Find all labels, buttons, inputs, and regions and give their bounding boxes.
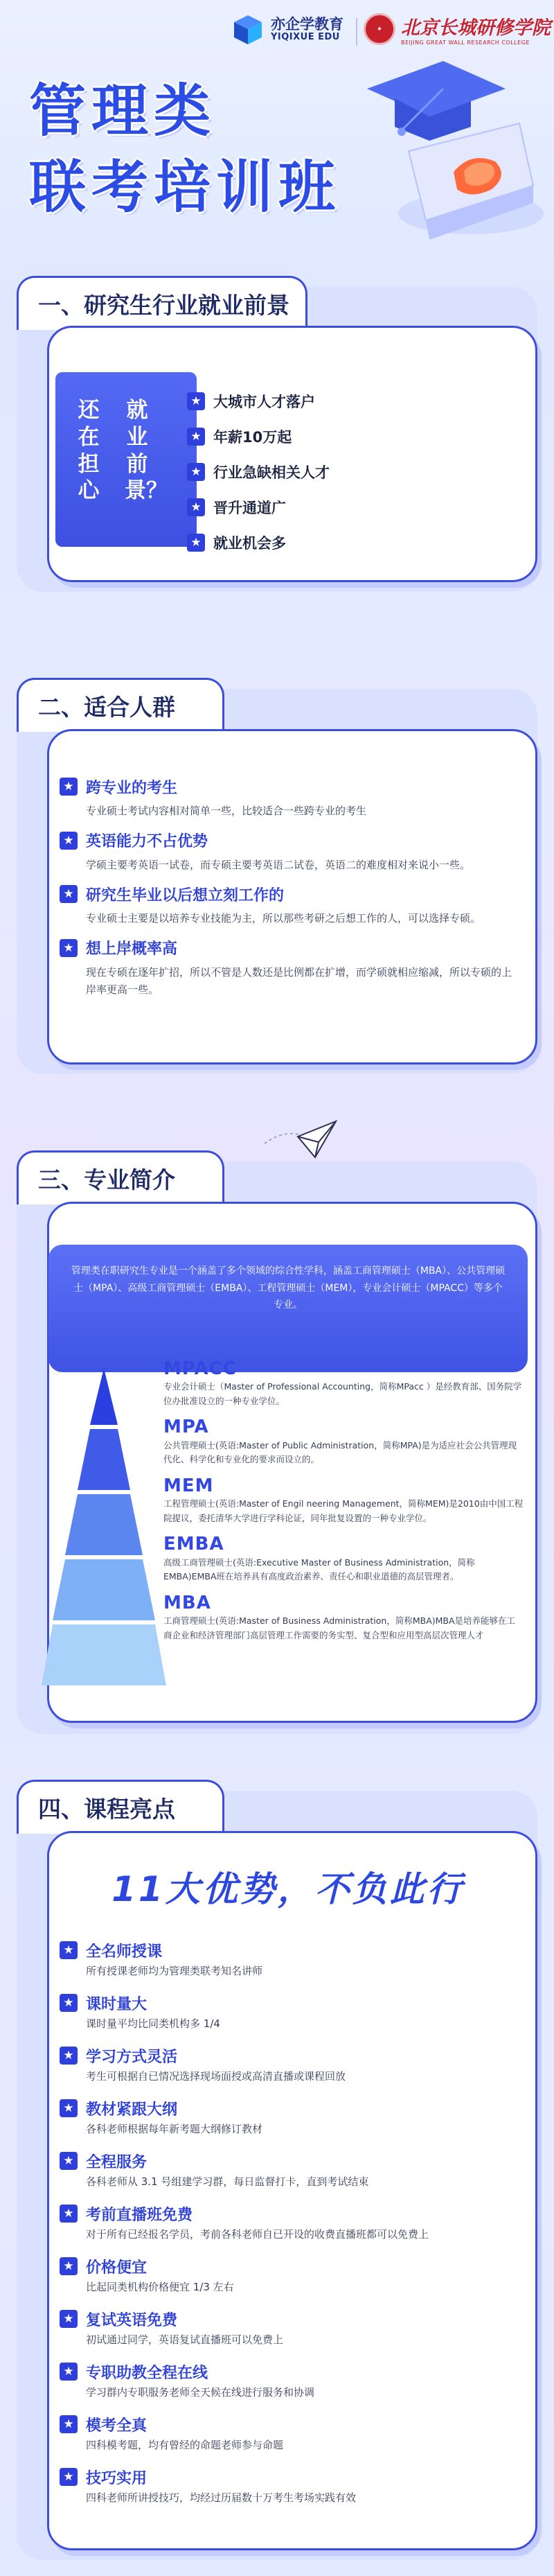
list-item — [163, 1534, 524, 1584]
star-icon: ★ — [60, 2468, 78, 2486]
list-item: ★ 学习方式灵活 考生可根据自已情况选择现场面授或高清直播或课程回放 — [60, 2046, 517, 2084]
prospect-list — [187, 392, 499, 569]
star-icon: ★ — [60, 885, 78, 903]
major-name: MEM — [163, 1475, 214, 1496]
worry-text-col1: 还在担心 — [78, 398, 100, 504]
star-icon: ★ — [60, 2205, 78, 2223]
college-seal-icon: ✦ — [364, 13, 395, 45]
brand-logo-yiqixue — [232, 14, 343, 46]
star-icon: ★ — [60, 939, 78, 957]
logo-divider — [356, 18, 357, 46]
list-item: ★ 跨专业的考生 专业硕士考试内容相对简单一些，比较适合一些跨专业的考生 — [60, 776, 517, 821]
list-item: ★ 就业机会多 — [187, 534, 499, 552]
major-name: EMBA — [163, 1534, 224, 1555]
advantages-title: 11大优势，不负此行 — [111, 1869, 465, 1909]
list-item: ★ 技巧实用 四科老师所讲授技巧，均经过历届数十万考生考场实践有效 — [60, 2467, 517, 2505]
list-item: ★ 价格便宜 比起同类机构价格便宜 1/3 左右 — [60, 2257, 517, 2295]
star-icon: ★ — [60, 2047, 78, 2065]
brand1-name: 亦企学教育 — [271, 16, 343, 33]
section1-heading: 一、研究生行业就业前景 — [17, 276, 307, 330]
major-name: MPA — [163, 1417, 209, 1438]
hero-title-line2: 联考培训班 — [29, 155, 341, 220]
section4-heading: 四、课程亮点 — [17, 1780, 224, 1834]
list-item — [163, 1417, 524, 1466]
list-item: ★ 专职助教全程在线 学习群内专职服务老师全天候在线进行服务和协调 — [60, 2362, 517, 2400]
star-icon: ★ — [60, 2099, 78, 2117]
star-icon: ★ — [60, 2152, 78, 2170]
brand2-name: 北京长城研修学院 — [401, 17, 551, 39]
list-item: ★ 全名师授课 所有授课老师均为管理类联考知名讲师 — [60, 1940, 517, 1979]
list-item: ★ 教材紧跟大纲 各科老师根据每年新考题大纲修订教材 — [60, 2099, 517, 2137]
list-item: ★ 大城市人才落户 — [187, 392, 499, 410]
list-item: ★ 全程服务 各科老师从 3.1 号组建学习群，每日监督打卡，直到考试结束 — [60, 2151, 517, 2189]
highlights-list — [60, 1940, 517, 2520]
graduation-cap-decoration-icon — [360, 47, 547, 248]
list-item: ★ 复试英语免费 初试通过同学，英语复试直播班可以免费上 — [60, 2309, 517, 2347]
star-icon: ★ — [60, 1941, 78, 1959]
section3-heading: 三、专业简介 — [17, 1150, 224, 1204]
star-icon: ★ — [187, 428, 205, 446]
brand2-en: BEIJING GREAT WALL RESEARCH COLLEGE — [401, 40, 530, 46]
brand1-en: YIQIXUE EDU — [271, 32, 340, 43]
list-item: ★ 英语能力不占优势 学硕主要考英语一试卷，而专硕主要考英语二试卷，英语二的难度相对来说小一些。 — [60, 830, 517, 875]
star-icon: ★ — [60, 2257, 78, 2275]
pyramid-graphic — [42, 1361, 166, 1687]
list-item: ★ 行业急缺相关人才 — [187, 463, 499, 481]
list-item — [163, 1475, 524, 1525]
hero-title-line1: 管理类 — [29, 78, 217, 144]
cube-logo-icon — [232, 14, 264, 46]
star-icon: ★ — [187, 463, 205, 481]
list-item: ★ 课时量大 课时量平均比同类机构多 1/4 — [60, 1993, 517, 2031]
major-desc: 专业会计硕士（Master of Professional Accounting，简称MPacc ）是经教育部、国务院学位办批准设立的一种专业学位。 — [163, 1381, 522, 1406]
brand-logo-greatwall — [364, 12, 551, 46]
major-intro-text: 管理类在职研究生专业是一个涵盖了多个领域的综合性学科，涵盖工商管理硕士（MBA）、公共管理硕士（MPA）、高级工商管理硕士（EMBA）、工程管理硕士（MEM），专业会计硕士（MPACC）等多个专业。 — [48, 1245, 528, 1372]
star-icon: ★ — [60, 2363, 78, 2381]
star-icon: ★ — [187, 498, 205, 516]
star-icon: ★ — [187, 534, 205, 552]
star-icon: ★ — [60, 2310, 78, 2328]
worry-callout — [55, 372, 197, 547]
worry-text-col2: 就业前景？ — [125, 398, 168, 504]
list-item — [163, 1358, 524, 1408]
major-desc: 高级工商管理硕士(英语:Executive Master of Business Administration，简称EMBA)EMBA班在培养具有高度政治素养、责任心和职业道德的高层管理者。 — [163, 1557, 475, 1582]
major-name: MPACC — [163, 1358, 237, 1379]
star-icon: ★ — [60, 2415, 78, 2433]
star-icon: ★ — [60, 1994, 78, 2012]
audience-list — [60, 776, 517, 1009]
list-item: ★ 研究生毕业以后想立刻工作的 专业硕士主要是以培养专业技能为主，所以那些考研之后想工作的人，可以选择专硕。 — [60, 884, 517, 928]
major-list — [163, 1358, 524, 1651]
star-icon: ★ — [60, 778, 78, 796]
list-item: ★ 年薪10万起 — [187, 428, 499, 446]
star-icon: ★ — [60, 832, 78, 850]
major-name: MBA — [163, 1592, 211, 1613]
list-item — [163, 1593, 524, 1642]
star-icon: ★ — [187, 392, 205, 410]
major-desc: 工程管理硕士(英语:Master of Engil neering Management，简称MEM)是2010由中国工程院提议，委托清华大学进行学科论证，同年批复设置的一种专业学位。 — [163, 1498, 524, 1523]
major-desc: 公共管理硕士(英语:Master of Public Administration，简称MPA)是为适应社会公共管理现代化、科学化和专业化的要求而设立的。 — [163, 1439, 517, 1465]
list-item: ★ 模考全真 四科模考题，均有曾经的命题老师参与命题 — [60, 2415, 517, 2453]
list-item: ★ 考前直播班免费 对于所有已经报名学员，考前各科老师自已开设的收费直播班都可以免费上 — [60, 2204, 517, 2242]
list-item: ★ 晋升通道广 — [187, 498, 499, 516]
list-item: ★ 想上岸概率高 现在专硕在逐年扩招，所以不管是人数还是比例都在扩增，而学硕就相应缩减，所以专硕的上岸率更高一些。 — [60, 938, 517, 999]
major-desc: 工商管理硕士(英语:Master of Business Administration，简称MBA)MBA是培养能够在工商企业和经济管理部门高层管理工作需要的务实型、复合型和应用型高层次管理人才 — [163, 1615, 516, 1640]
section2-heading: 二、适合人群 — [17, 678, 224, 732]
